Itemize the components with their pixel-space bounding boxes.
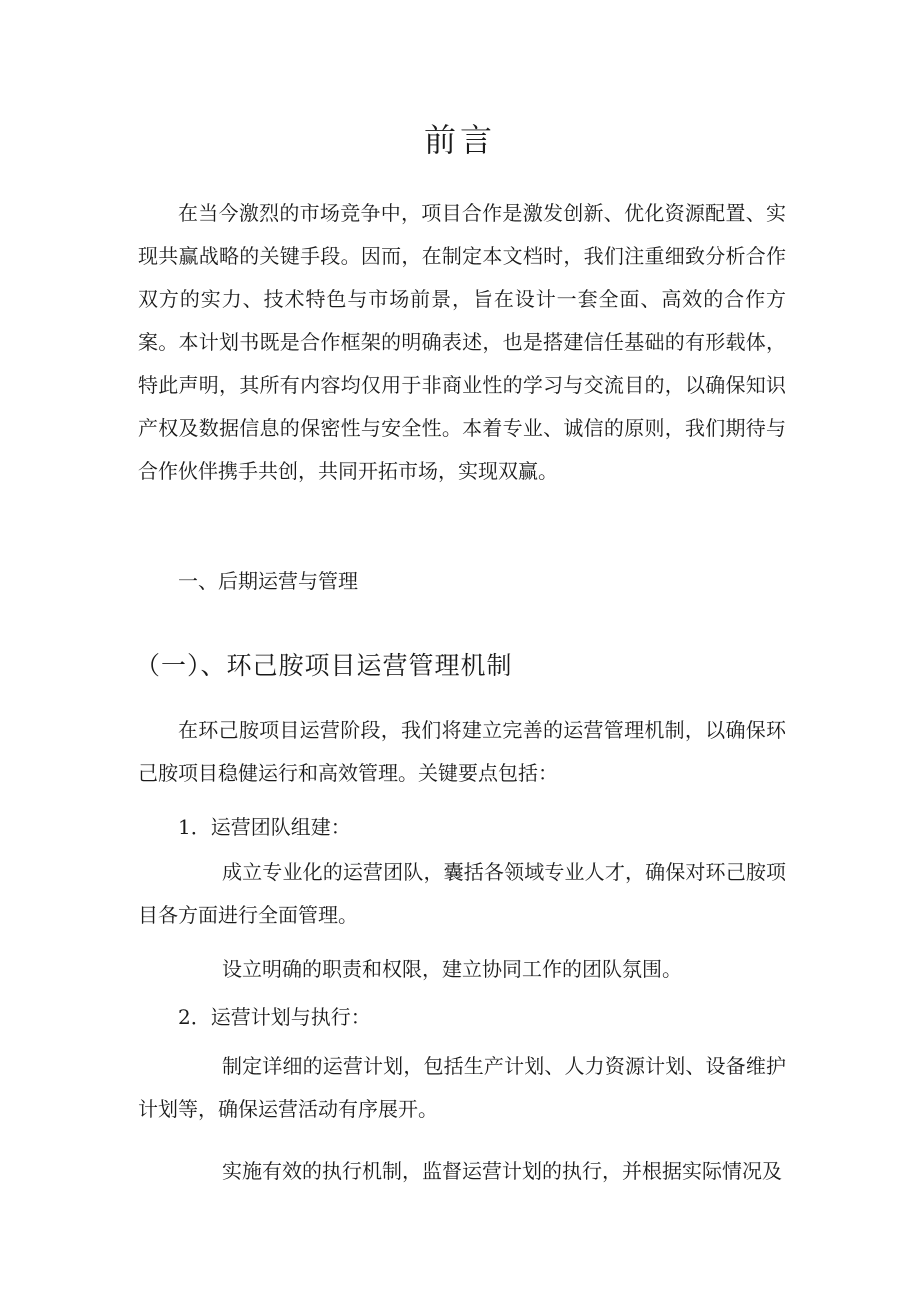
preface-paragraph: 在当今激烈的市场竞争中，项目合作是激发创新、优化资源配置、实现共赢战略的关键手段。因而，在制定本文档时，我们注重细致分析合作双方的实力、技术特色与市场前景，旨在设计一套全面、高效的合作方案。本计划书既是合作框架的明确表述，也是搭建信任基础的有形载体，特此声明，其所有内容均仅用于非商业性的学习与交流目的，以确保知识产权及数据信息的保密性与安全性。本着专业、诚信的原则，我们期待与合作伙伴携手共创，共同开拓市场，实现双赢。 [138,201,786,483]
list-item-1-paragraph-1: 成立专业化的运营团队，囊括各领域专业人才，确保对环己胺项目各方面进行全面管理。 [138,860,786,927]
intro-paragraph: 在环己胺项目运营阶段，我们将建立完善的运营管理机制，以确保环己胺项目稳健运行和高效管理。关键要点包括： [138,718,786,785]
list-item-1-paragraph-2: 设立明确的职责和权限，建立协同工作的团队氛围。 [222,957,682,981]
list-item-heading-2: 2．运营计划与执行： [178,1005,371,1029]
subsection-heading: （一）、环己胺项目运营管理机制 [135,651,513,680]
list-item-heading-1: 1．运营团队组建： [178,815,351,839]
section-heading: 一、后期运营与管理 [178,569,358,593]
list-item-2-paragraph-1: 制定详细的运营计划，包括生产计划、人力资源计划、设备维护计划等，确保运营活动有序展开。 [138,1054,786,1121]
list-item-2-paragraph-2: 实施有效的执行机制，监督运营计划的执行，并根据实际情况及 [222,1159,782,1183]
page-title: 前言 [423,121,496,159]
